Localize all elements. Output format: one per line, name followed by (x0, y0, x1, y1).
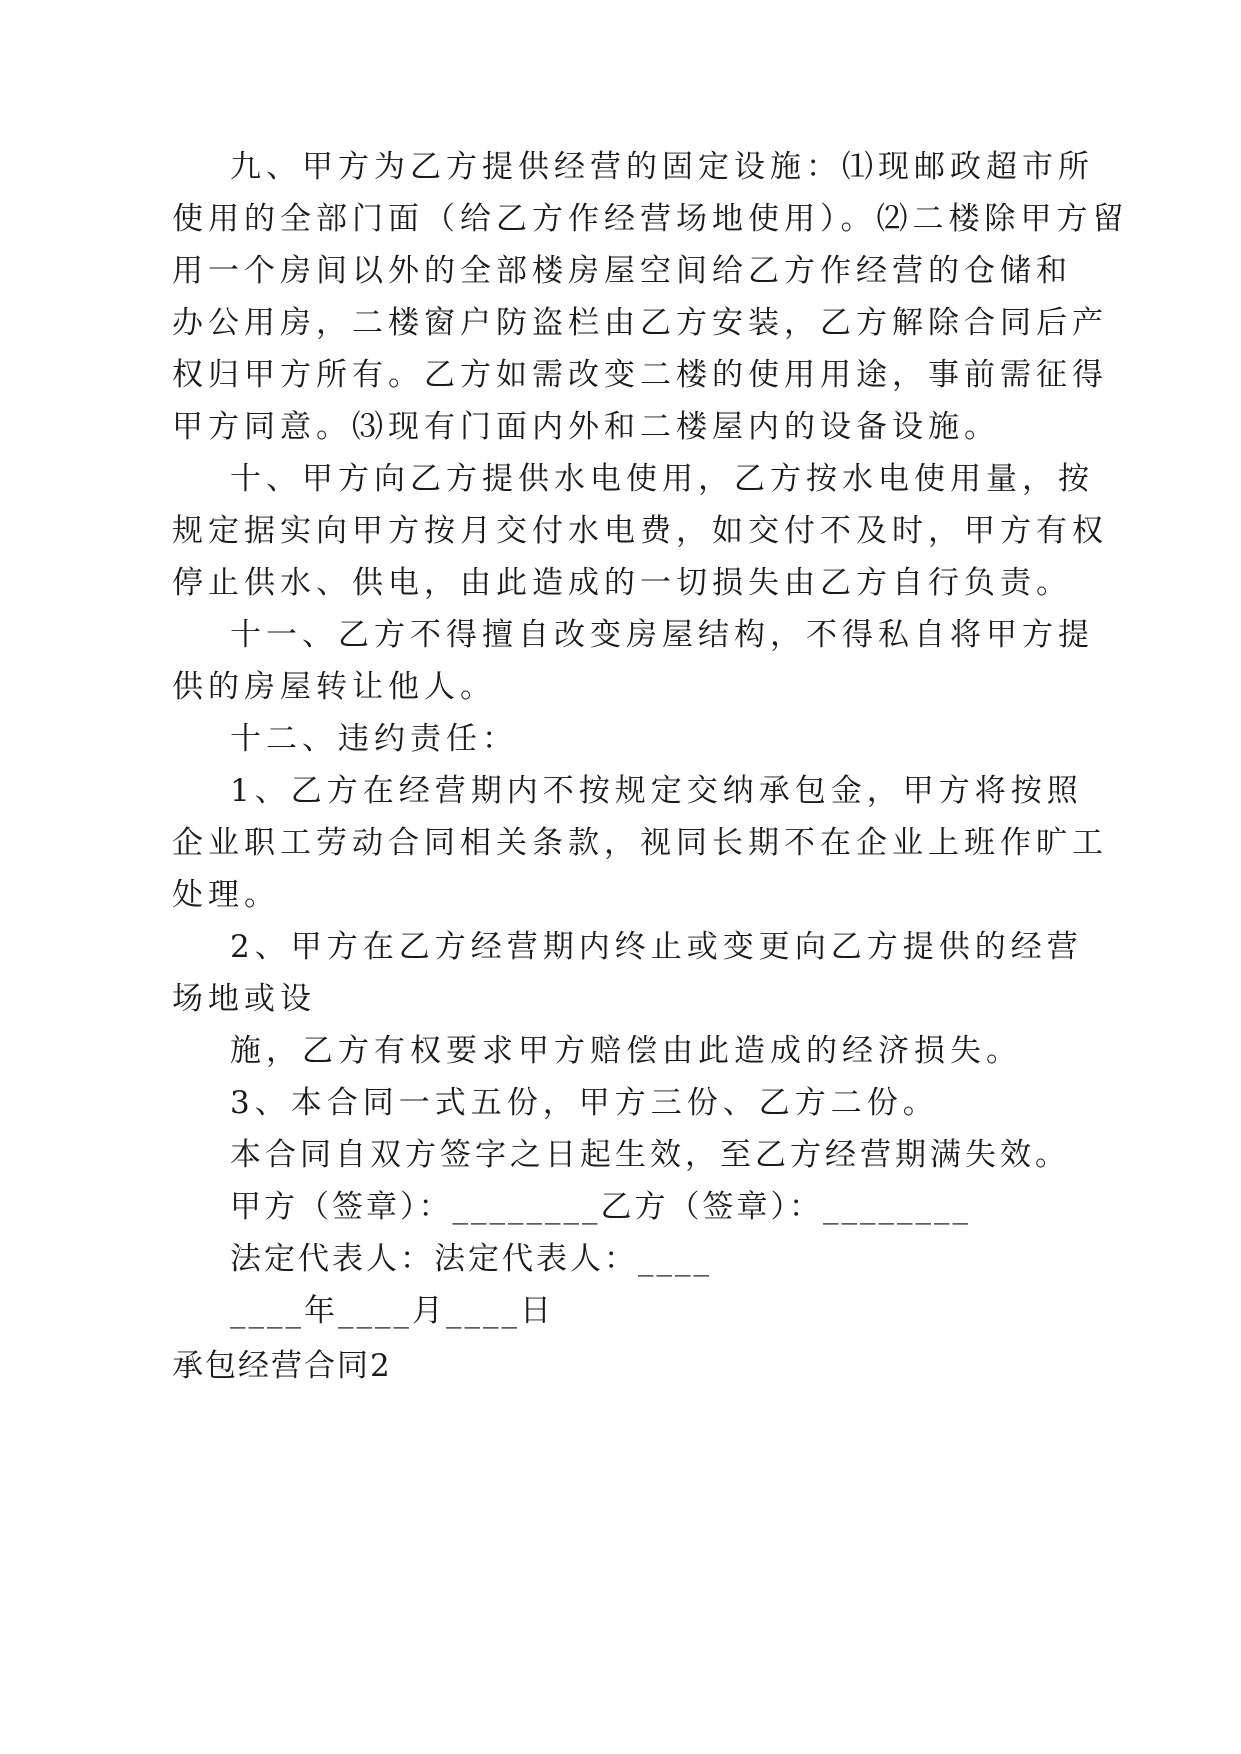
penalty-1-line-2: 企业职工劳动合同相关条款，视同长期不在企业上班作旷工 (172, 825, 1108, 861)
clause-9-line-1: 九、甲方为乙方提供经营的固定设施：⑴现邮政超市所 (230, 149, 1094, 185)
clause-9-line-6: 甲方同意。⑶现有门面内外和二楼屋内的设备设施。 (172, 409, 1000, 445)
clause-10-line-1: 十、甲方向乙方提供水电使用，乙方按水电使用量，按 (230, 461, 1094, 497)
clause-9-line-5: 权归甲方所有。乙方如需改变二楼的使用用途，事前需征得 (172, 357, 1108, 393)
clause-10-line-3: 停止供水、供电，由此造成的一切损失由乙方自行负责。 (172, 565, 1072, 601)
penalty-2-line-1: 2、甲方在乙方经营期内终止或变更向乙方提供的经营 (230, 929, 1083, 965)
legal-representative-line: 法定代表人：法定代表人：____ (230, 1241, 712, 1277)
clause-9-line-2: 使用的全部门面（给乙方作经营场地使用）。⑵二楼除甲方留 (172, 201, 1129, 237)
date-line: ____年____月____日 (230, 1293, 554, 1329)
clause-11-line-1: 十一、乙方不得擅自改变房屋结构，不得私自将甲方提 (230, 617, 1094, 653)
clause-9-line-4: 办公用房，二楼窗户防盗栏由乙方安装，乙方解除合同后产 (172, 305, 1108, 341)
effective-clause: 本合同自双方签字之日起生效，至乙方经营期满失效。 (230, 1137, 1070, 1173)
penalty-2-line-2: 场地或设 (172, 981, 316, 1017)
clause-10-line-2: 规定据实向甲方按月交付水电费，如交付不及时，甲方有权 (172, 513, 1108, 549)
penalty-1-line-3: 处理。 (172, 877, 280, 913)
penalty-3-line: 3、本合同一式五份，甲方三份、乙方二份。 (230, 1085, 939, 1121)
signature-line: 甲方（签章）：________乙方（签章）：________ (230, 1189, 971, 1225)
clause-9-line-3: 用一个房间以外的全部楼房屋空间给乙方作经营的仓储和 (172, 253, 1072, 289)
penalty-2-line-3: 施，乙方有权要求甲方赔偿由此造成的经济损失。 (230, 1033, 1022, 1069)
clause-12-heading: 十二、违约责任： (230, 721, 518, 757)
next-contract-title: 承包经营合同2 (172, 1348, 392, 1384)
clause-11-line-2: 供的房屋转让他人。 (172, 669, 496, 705)
penalty-1-line-1: 1、乙方在经营期内不按规定交纳承包金，甲方将按照 (230, 773, 1083, 809)
